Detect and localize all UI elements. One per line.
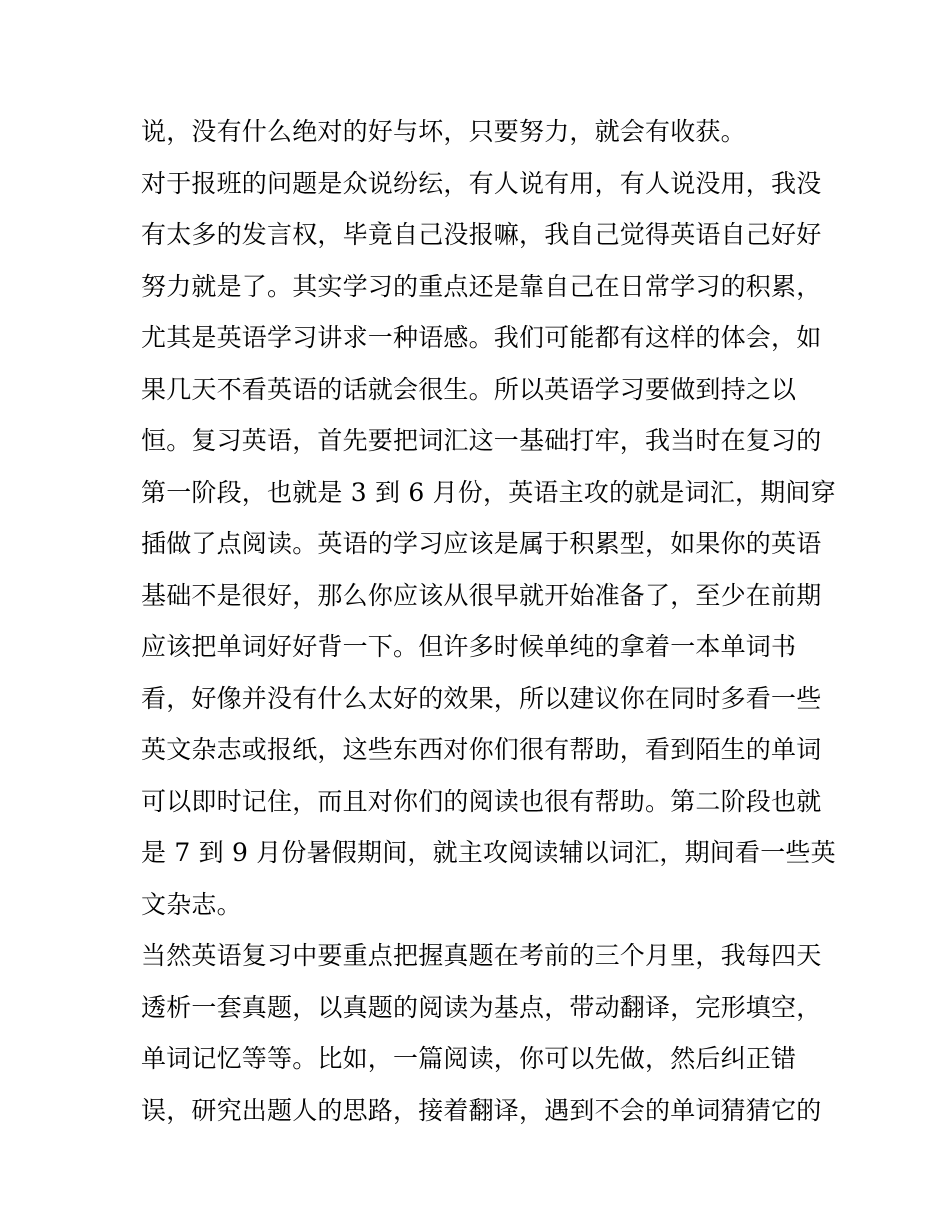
- text-line-1: 说，没有什么绝对的好与坏，只要努力，就会有收获。: [141, 117, 746, 146]
- text-line-12: 看，好像并没有什么太好的效果，所以建议你在同时多看一些: [141, 683, 822, 713]
- text-line-4: 努力就是了。其实学习的重点还是靠自己在日常学习的积累，: [141, 271, 822, 301]
- text-line-11: 应该把单词好好背一下。但许多时候单纯的拿着一本单词书: [141, 632, 797, 661]
- text-line-18: 透析一套真题，以真题的阅读为基点，带动翻译，完形填空，: [141, 992, 822, 1022]
- text-line-10: 基础不是很好，那么你应该从很早就开始准备了，至少在前期: [141, 580, 822, 610]
- text-line-9: 插做了点阅读。英语的学习应该是属于积累型，如果你的英语: [141, 529, 822, 558]
- text-line-8: 第一阶段，也就是 3 到 6 月份，英语主攻的就是词汇，期间穿: [141, 477, 836, 507]
- text-line-7: 恒。复习英语，首先要把词汇这一基础打牢，我当时在复习的: [141, 426, 822, 455]
- text-line-6: 果几天不看英语的话就会很生。所以英语学习要做到持之以: [141, 374, 797, 404]
- text-line-20: 误，研究出题人的思路，接着翻译，遇到不会的单词猜猜它的: [141, 1095, 822, 1125]
- text-line-14: 可以即时记住，而且对你们的阅读也很有帮助。第二阶段也就: [141, 786, 822, 816]
- text-line-19: 单词记忆等等。比如，一篇阅读，你可以先做，然后纠正错: [141, 1044, 797, 1073]
- text-line-2: 对于报班的问题是众说纷纭，有人说有用，有人说没用，我没: [141, 168, 822, 198]
- body-text: [141, 106, 836, 1136]
- text-line-17: 当然英语复习中要重点把握真题在考前的三个月里，我每四天: [141, 941, 822, 970]
- text-line-3: 有太多的发言权，毕竟自己没报嘛，我自己觉得英语自己好好: [141, 220, 822, 249]
- text-line-16: 文杂志。: [141, 889, 242, 919]
- text-line-13: 英文杂志或报纸，这些东西对你们很有帮助，看到陌生的单词: [141, 735, 822, 764]
- text-line-15: 是 7 到 9 月份暑假期间，就主攻阅读辅以词汇，期间看一些英: [141, 838, 836, 867]
- text-line-5: 尤其是英语学习讲求一种语感。我们可能都有这样的体会，如: [141, 323, 822, 352]
